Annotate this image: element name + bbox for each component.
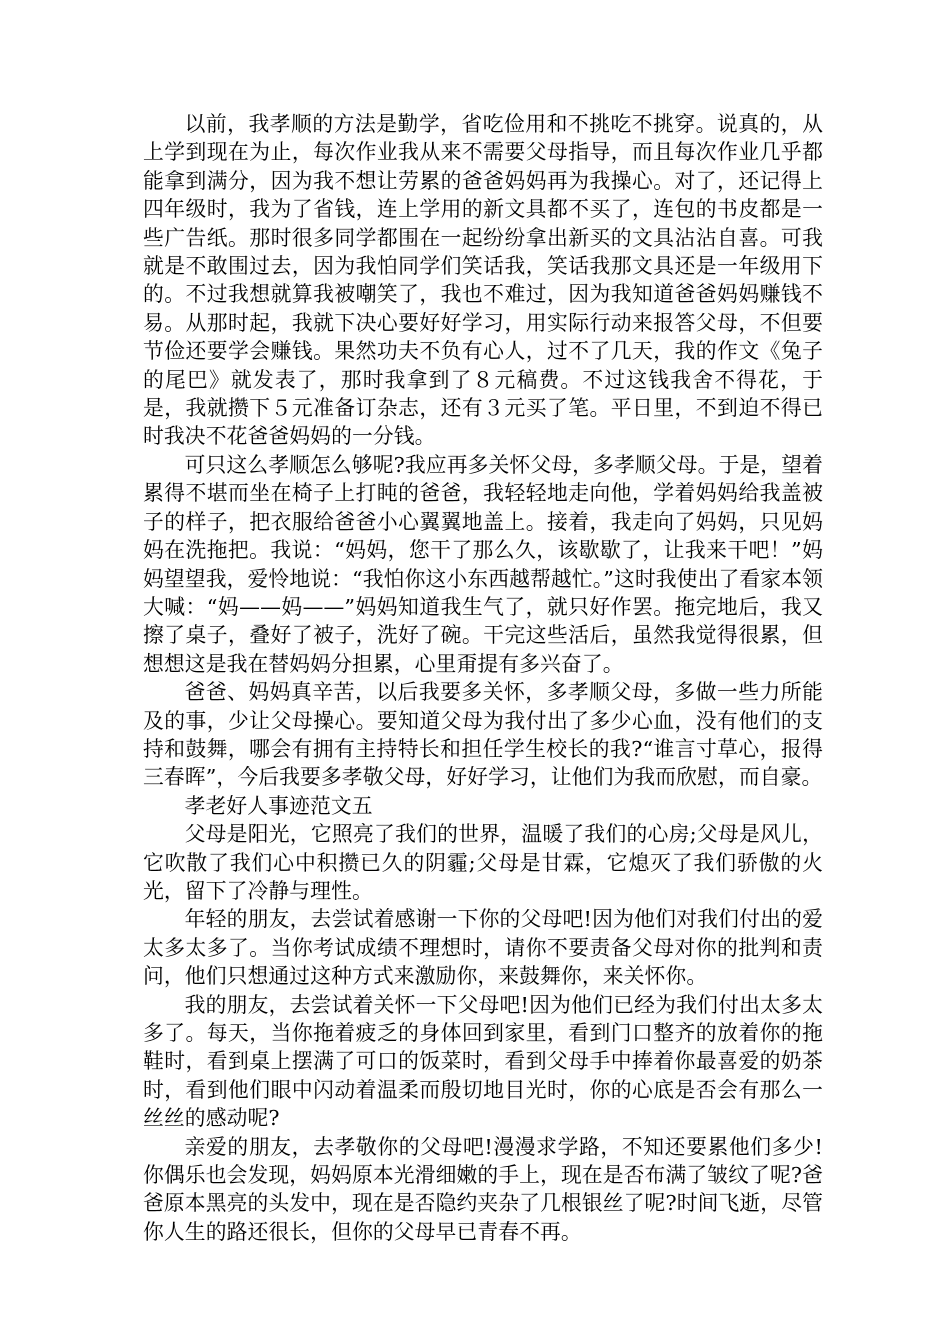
paragraph-7: 亲爱的朋友，去孝敬你的父母吧!漫漫求学路，不知还要累他们多少!你偶乐也会发现，妈妈原本光滑细嫩的手上，现在是否布满了皱纹了呢?爸爸原本黑亮的头发中，现在是否隐约夹杂了几根银丝了呢?时间飞逝，尽管你人生的路还很长，但你的父母早已青春不再。 — [143, 1134, 823, 1244]
document-body — [143, 110, 823, 1246]
paragraph-1: 以前，我孝顺的方法是勤学，省吃俭用和不挑吃不挑穿。说真的，从上学到现在为止，每次作业我从来不需要父母指导，而且每次作业几乎都能拿到满分，因为我不想让劳累的爸爸妈妈再为我操心。对了，还记得上四年级时，我为了省钱，连上学用的新文具都不买了，连包的书皮都是一些广告纸。那时很多同学都围在一起纷纷拿出新买的文具沾沾自喜。可我就是不敢围过去，因为我怕同学们笑话我，笑话我那文具还是一年级用下的。不过我想就算我被嘲笑了，我也不难过，因为我知道爸爸妈妈赚钱不易。从那时起，我就下决心要好好学习，用实际行动来报答父母，不但要节俭还要学会赚钱。果然功夫不负有心人，过不了几天，我的作文《兔子的尾巴》就发表了，那时我拿到了８元稿费。不过这钱我舍不得花，于是，我就攒下５元准备订杂志，还有３元买了笔。平日里，不到迫不得已时我决不花爸爸妈妈的一分钱。 — [143, 112, 823, 449]
paragraph-2: 可只这么孝顺怎么够呢?我应再多关怀父母，多孝顺父母。于是，望着累得不堪而坐在椅子上打盹的爸爸，我轻轻地走向他，学着妈妈给我盖被子的样子，把衣服给爸爸小心翼翼地盖上。接着，我走向了妈妈，只见妈妈在洗拖把。我说：“妈妈，您干了那么久，该歇歇了，让我来干吧！”妈妈望望我，爱怜地说：“我怕你这小东西越帮越忙。”这时我使出了看家本领大喊：“妈——妈——”妈妈知道我生气了，就只好作罢。拖完地后，我又擦了桌子，叠好了被子，洗好了碗。干完这些活后，虽然我觉得很累，但想想这是我在替妈妈分担累，心里甭提有多兴奋了。 — [143, 452, 823, 676]
paragraph-3: 爸爸、妈妈真辛苦，以后我要多关怀，多孝顺父母，多做一些力所能及的事，少让父母操心。要知道父母为我付出了多少心血，没有他们的支持和鼓舞，哪会有拥有主持特长和担任学生校长的我?“谁言寸草心，报得三春晖”，今后我要多孝敬父母，好好学习，让他们为我而欣慰，而自豪。 — [143, 680, 823, 790]
paragraph-4: 父母是阳光，它照亮了我们的世界，温暖了我们的心房;父母是风儿，它吹散了我们心中积攒已久的阴霾;父母是甘霖，它熄灭了我们骄傲的火光，留下了冷静与理性。 — [143, 822, 823, 903]
paragraph-6: 我的朋友，去尝试着关怀一下父母吧!因为他们已经为我们付出太多太多了。每天，当你拖着疲乏的身体回到家里，看到门口整齐的放着你的拖鞋时，看到桌上摆满了可口的饭菜时，看到父母手中捧着你最喜爱的奶茶时，看到他们眼中闪动着温柔而殷切地目光时，你的心底是否会有那么一丝丝的感动呢? — [143, 992, 823, 1131]
section-heading: 孝老好人事迹范文五 — [184, 793, 373, 818]
paragraph-5: 年轻的朋友，去尝试着感谢一下你的父母吧!因为他们对我们付出的爱太多太多了。当你考试成绩不理想时，请你不要责备父母对你的批判和责问，他们只想通过这种方式来激励你，来鼓舞你，来关怀你。 — [143, 907, 823, 989]
